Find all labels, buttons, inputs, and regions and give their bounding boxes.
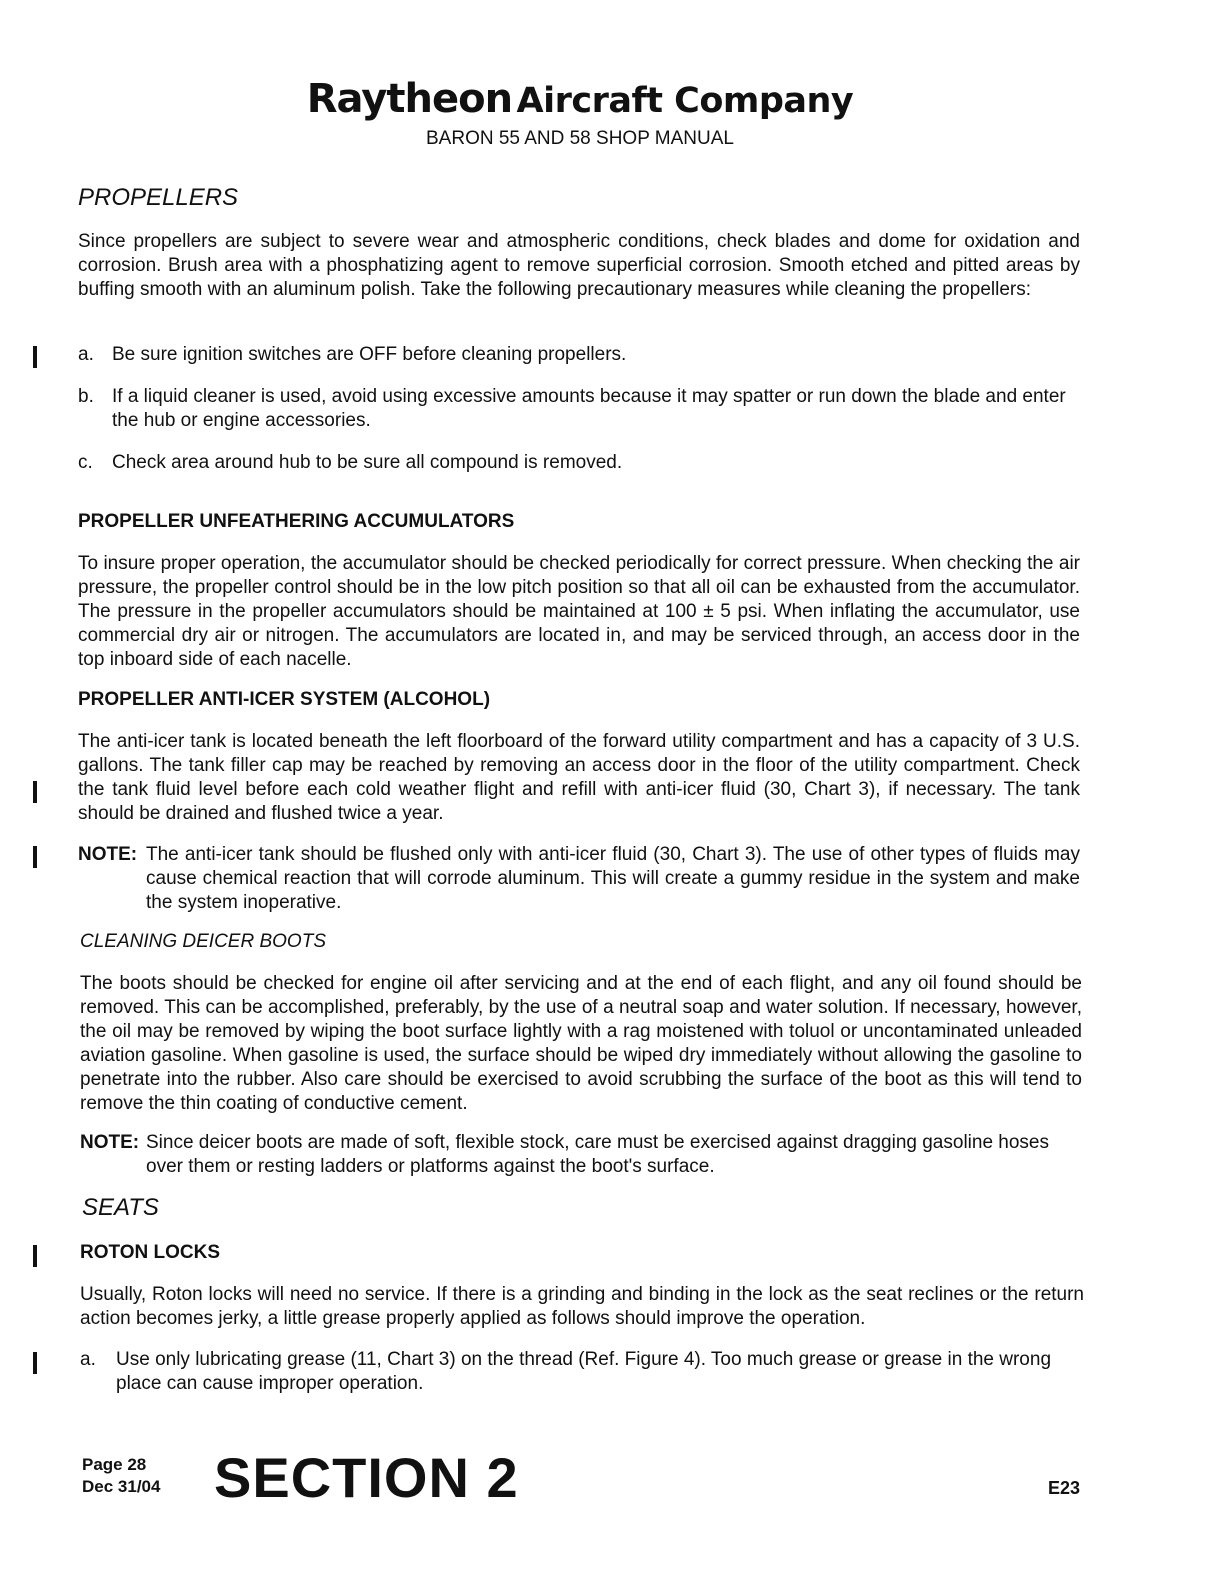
propellers-heading: PROPELLERS	[78, 184, 239, 211]
footer-date: Dec 31/04	[82, 1477, 161, 1496]
list-item-text: If a liquid cleaner is used, avoid using excessive amounts because it may spatter or run down the blade and enter the hub or engine accessories.	[112, 386, 1066, 431]
company-logo	[0, 76, 1160, 122]
list-item-letter: c.	[78, 452, 93, 473]
roton-locks-text: Usually, Roton locks will need no service. If there is a grinding and binding in the lock as the seat reclines or the return action becomes jerky, a little grease properly applied as follows should improve the operation.	[80, 1284, 1084, 1329]
note-text: The anti-icer tank should be flushed only with anti-icer fluid (30, Chart 3). The use of other types of fluids may cause chemical reaction that will corrode aluminum. This will create a gummy residue in the system and make the system inoperative.	[146, 844, 1080, 913]
list-item	[78, 385, 1080, 435]
note-text: Since deicer boots are made of soft, flexible stock, care must be exercised against dragging gasoline hoses over them or resting ladders or platforms against the boot's surface.	[146, 1132, 1050, 1177]
anti-icer-text: The anti-icer tank is located beneath the left floorboard of the forward utility compartment and has a capacity of 3 U.S. gallons. The tank filler cap may be reached by removing an access door in the floor of the utility compartment. Check the tank fluid level before each cold weather flight and refill with anti-icer fluid (30, Chart 3), if necessary. The tank should be drained and flushed twice a year.	[78, 731, 1080, 824]
anti-icer-heading: PROPELLER ANTI-ICER SYSTEM (ALCOHOL)	[78, 689, 491, 710]
list-item-letter: a.	[80, 1349, 96, 1370]
footer-section-title: SECTION 2	[214, 1446, 519, 1509]
change-bar	[33, 1352, 37, 1374]
list-item-letter: b.	[78, 386, 94, 407]
note-label: NOTE:	[80, 1132, 140, 1153]
note-label: NOTE:	[78, 844, 138, 865]
deicer-boots-heading: CLEANING DEICER BOOTS	[80, 931, 326, 952]
change-bar	[33, 346, 37, 368]
change-bar	[33, 1245, 37, 1267]
list-item-text: Be sure ignition switches are OFF before cleaning propellers.	[112, 344, 627, 365]
manual-title: BARON 55 AND 58 SHOP MANUAL	[426, 128, 734, 149]
footer-page-number: Page 28	[82, 1455, 147, 1474]
anti-icer-note	[78, 843, 1080, 917]
deicer-boots-note	[80, 1131, 1082, 1181]
list-item	[80, 1348, 1082, 1398]
list-item-text: Check area around hub to be sure all compound is removed.	[112, 452, 623, 473]
list-item-text: Use only lubricating grease (11, Chart 3) on the thread (Ref. Figure 4). Too much grease or grease in the wrong place can cause improper operation.	[116, 1349, 1052, 1394]
seats-heading: SEATS	[82, 1194, 159, 1221]
company-logo-suffix: Aircraft Company	[516, 81, 854, 121]
propellers-intro: Since propellers are subject to severe wear and atmospheric conditions, check blades and dome for oxidation and corrosion. Brush area with a phosphatizing agent to remove superficial corrosion. Smooth etched and pitted areas by buffing smooth with an aluminum polish. Take the following precautionary measures while cleaning the propellers:	[78, 231, 1080, 300]
accumulators-text: To insure proper operation, the accumulator should be checked periodically for correct pressure. When checking the air pressure, the propeller control should be in the low pitch position so that all oil can be exhausted from the accumulator. The pressure in the propeller accumulators should be maintained at 100 ± 5 psi. When inflating the accumulator, use commercial dry air or nitrogen. The accumulators are located in, and may be serviced through, an access door in the top inboard side of each nacelle.	[78, 553, 1080, 670]
company-logo-wordmark: Raytheon	[306, 76, 513, 122]
change-bar	[33, 846, 37, 868]
deicer-boots-text: The boots should be checked for engine oil after servicing and at the end of each flight, and any oil found should be removed. This can be accomplished, preferably, by the use of a neutral soap and water solution. If necessary, however, the oil may be removed by wiping the boot surface lightly with a rag moistened with toluol or uncontaminated unleaded aviation gasoline. When gasoline is used, the surface should be wiped dry immediately without allowing the gasoline to penetrate into the rubber. Also care should be exercised to avoid scrubbing the surface of the boot as this will tend to remove the thin coating of conductive cement.	[80, 973, 1082, 1114]
accumulators-heading: PROPELLER UNFEATHERING ACCUMULATORS	[78, 511, 515, 532]
list-item	[78, 343, 1080, 369]
list-item	[78, 451, 1080, 477]
list-item-letter: a.	[78, 344, 94, 365]
footer-code: E23	[1048, 1478, 1081, 1498]
footer-page-info	[82, 1454, 160, 1498]
change-bar	[33, 781, 37, 803]
roton-locks-heading: ROTON LOCKS	[80, 1242, 221, 1263]
